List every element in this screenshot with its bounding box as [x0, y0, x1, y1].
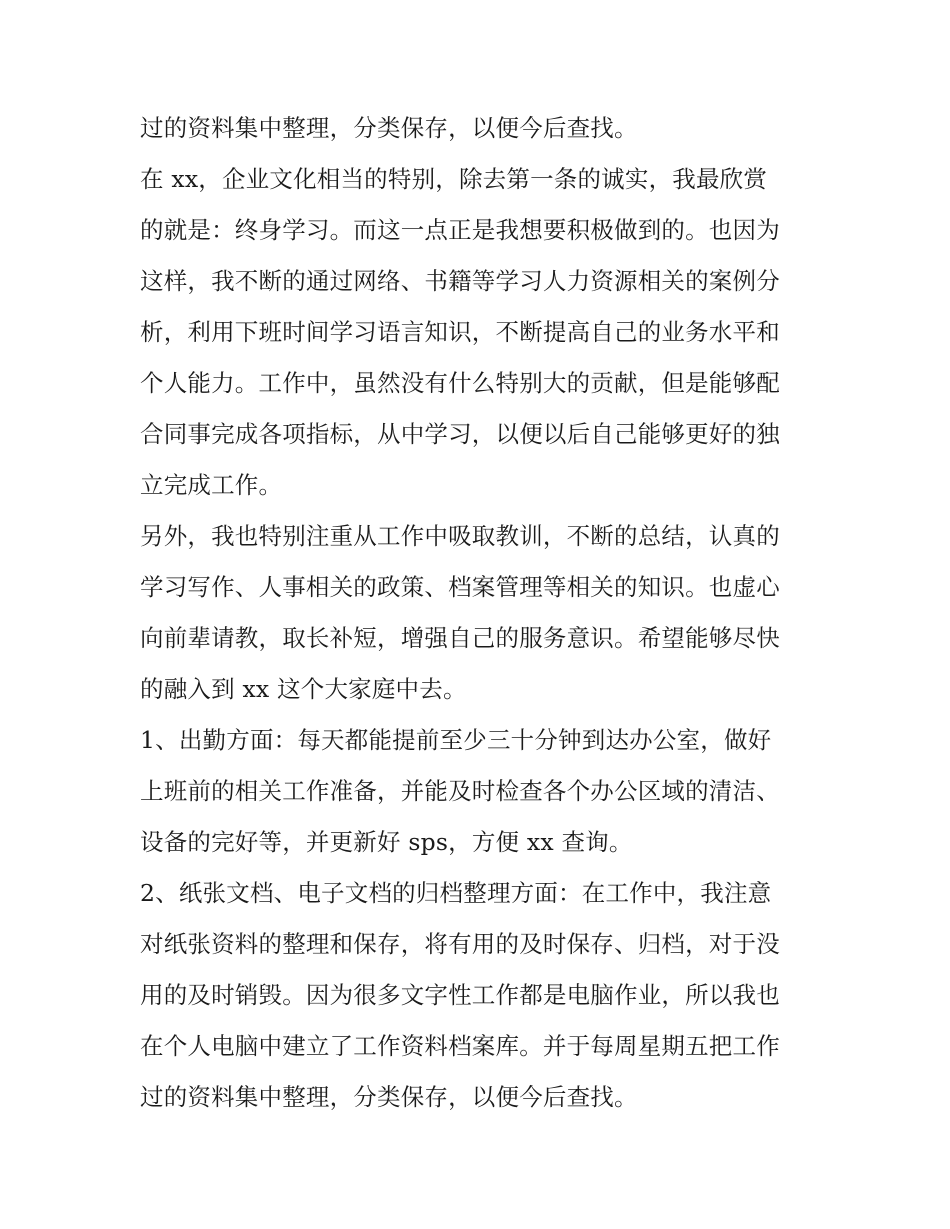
- text-line: 析，利用下班时间学习语言知识，不断提高自己的业务水平和: [140, 318, 780, 346]
- text-line: 个人能力。工作中，虽然没有什么特别大的贡献，但是能够配: [140, 369, 780, 397]
- text-line: 向前辈请教，取长补短，增强自己的服务意识。希望能够尽快: [140, 624, 780, 652]
- text-line: 在 xx，企业文化相当的特别，除去第一条的诚实，我最欣赏: [140, 165, 768, 193]
- text-line: 过的资料集中整理，分类保存，以便今后查找。: [140, 114, 638, 142]
- text-line: 对纸张资料的整理和保存，将有用的及时保存、归档，对于没: [140, 930, 780, 958]
- text-line: 的就是：终身学习。而这一点正是我想要积极做到的。也因为: [140, 216, 780, 244]
- text-line: 在个人电脑中建立了工作资料档案库。并于每周星期五把工作: [140, 1032, 780, 1060]
- text-line: 上班前的相关工作准备，并能及时检查各个办公区域的清洁、: [140, 777, 780, 805]
- document-body: [140, 106, 820, 1126]
- text-line: 2、纸张文档、电子文档的归档整理方面：在工作中，我注意: [140, 879, 772, 907]
- text-line: 的融入到 xx 这个大家庭中去。: [140, 675, 467, 703]
- text-line: 过的资料集中整理，分类保存，以便今后查找。: [140, 1083, 638, 1111]
- text-line: 另外，我也特别注重从工作中吸取教训，不断的总结，认真的: [140, 522, 780, 550]
- text-line: 1、出勤方面：每天都能提前至少三十分钟到达办公室，做好: [140, 726, 772, 754]
- text-line: 立完成工作。: [140, 471, 283, 499]
- text-line: 设备的完好等，并更新好 sps，方便 xx 查询。: [140, 828, 633, 856]
- text-line: 学习写作、人事相关的政策、档案管理等相关的知识。也虚心: [140, 573, 780, 601]
- text-line: 这样，我不断的通过网络、书籍等学习人力资源相关的案例分: [140, 267, 780, 295]
- text-line: 用的及时销毁。因为很多文字性工作都是电脑作业，所以我也: [140, 981, 780, 1009]
- text-line: 合同事完成各项指标，从中学习，以便以后自己能够更好的独: [140, 420, 780, 448]
